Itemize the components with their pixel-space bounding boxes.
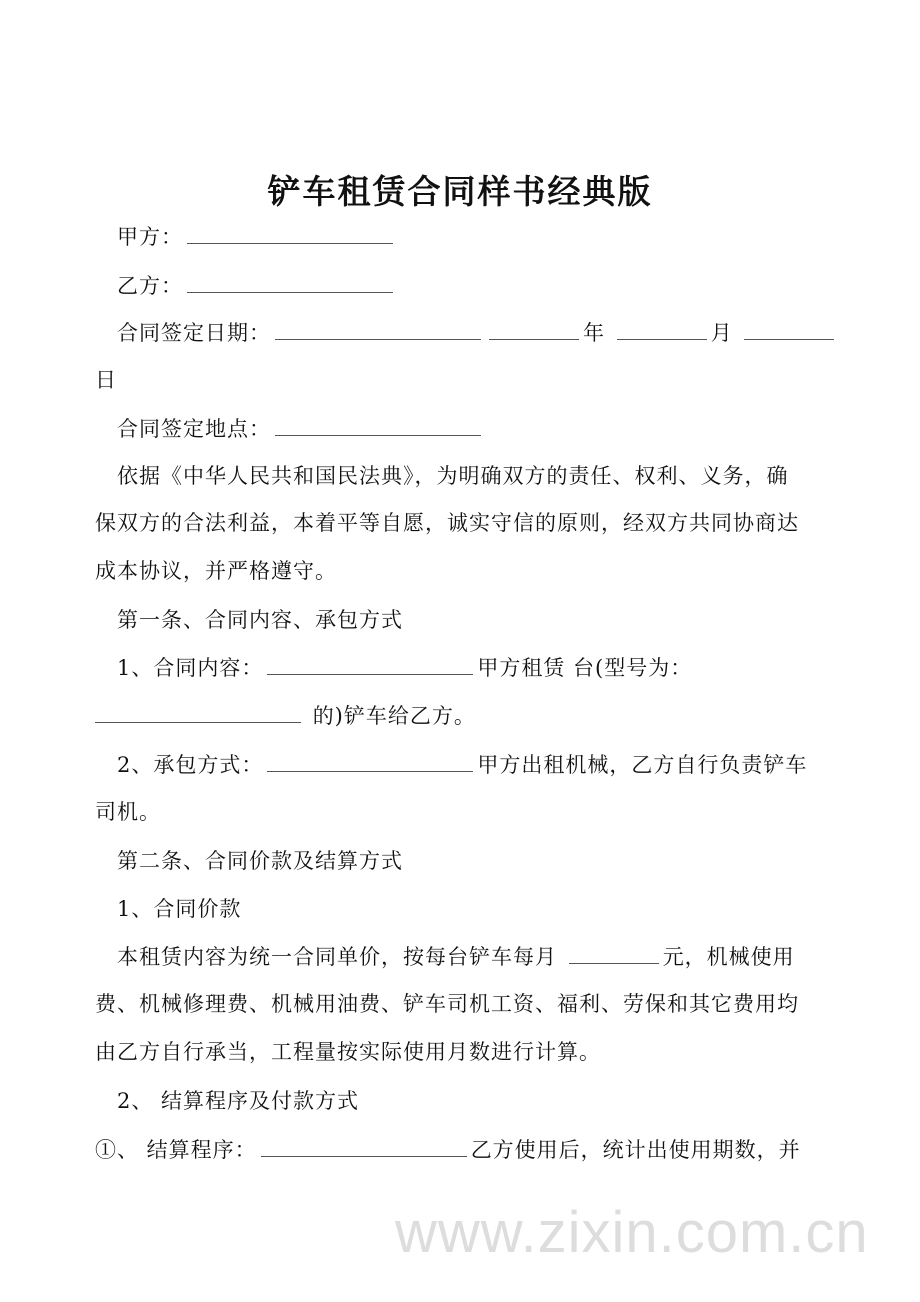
price-text-2: 元，机械使用 [662,945,795,969]
clause-1-blank[interactable] [267,654,473,675]
day-label: 日 [95,368,117,392]
price-line [117,942,795,972]
date-label: 合同签定日期： [117,321,271,345]
clause-2-line [117,750,807,780]
place-line [117,414,485,444]
clause-2-text: 甲方出租机械，乙方自行负责铲车 [477,753,808,777]
clause-2-label: 2、承包方式： [117,753,264,777]
intro-line: 依据《中华人民共和国民法典》，为明确双方的责任、权利、义务，确 [117,464,789,488]
month-blank[interactable] [617,319,707,340]
price-text: 本租赁内容为统一合同单价，按每台铲车每月 [117,945,557,969]
price-line: 费、机械修理费、机械用油费、铲车司机工资、福利、劳保和其它费用均 [95,992,799,1016]
clause-1-text: 甲方租赁 台(型号为： [477,656,693,680]
price-line: 由乙方自行承当，工程量按实际使用月数进行计算。 [95,1040,601,1064]
year-label: 年 [583,321,605,345]
year-blank[interactable] [489,319,579,340]
party-a-blank[interactable] [187,223,393,244]
settlement-text: 乙方使用后，统计出使用期数，并 [470,1138,801,1162]
intro-line: 保双方的合法利益，本着平等自愿，诚实守信的原则，经双方共同协商达 [95,511,799,535]
month-label: 月 [710,321,733,345]
party-b-blank[interactable] [187,272,393,293]
price-heading: 1、合同价款 [117,897,242,921]
clause-1-cont-text: 的)铲车给乙方。 [312,704,476,728]
clause-2-blank[interactable] [267,751,473,772]
party-a-line [117,222,397,252]
document-title: 铲车租赁合同样书经典版 [267,172,653,211]
clause-1-line [117,653,692,683]
intro-line: 成本协议，并严格遵守。 [95,559,337,583]
model-blank[interactable] [95,702,301,723]
settlement-line [95,1135,801,1165]
clause-1-cont [95,701,476,731]
party-a-label: 甲方： [117,225,183,249]
clause-2-cont: 司机。 [95,800,161,824]
watermark: www.zixin.com.cn [395,1200,869,1265]
settlement-heading: 2、 结算程序及付款方式 [117,1089,360,1113]
place-label: 合同签定地点： [117,417,271,441]
article-1-heading: 第一条、合同内容、承包方式 [117,608,403,632]
clause-1-label: 1、合同内容： [117,656,264,680]
date-line [117,318,838,348]
party-b-line [117,271,397,301]
place-blank[interactable] [275,415,481,436]
day-blank[interactable] [744,319,834,340]
price-blank[interactable] [569,943,659,964]
settlement-blank[interactable] [261,1136,467,1157]
date-blank[interactable] [275,319,481,340]
settlement-label: ①、 结算程序： [95,1138,257,1162]
article-2-heading: 第二条、合同价款及结算方式 [117,849,403,873]
party-b-label: 乙方： [117,274,183,298]
